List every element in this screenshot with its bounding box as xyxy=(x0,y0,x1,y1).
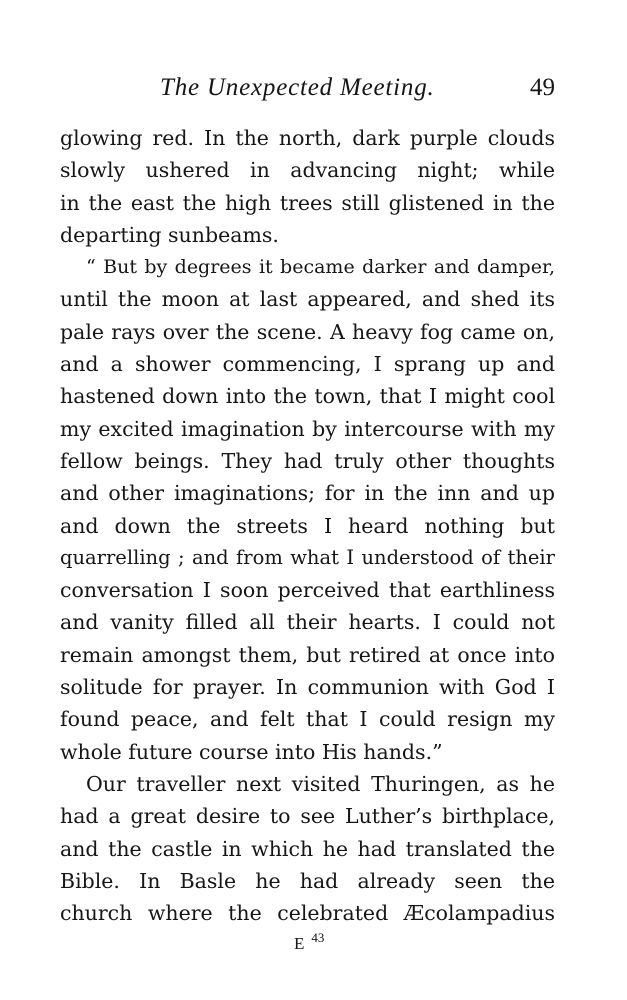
text-line: and a shower commencing, I sprang up and xyxy=(60,352,555,377)
text-line: whole future course into His hands.” xyxy=(60,739,443,764)
text-line: pale rays over the scene. A heavy fog came on, xyxy=(60,319,555,344)
text-line: remain amongst them, but retired at once into xyxy=(60,642,555,667)
page-number: 49 xyxy=(530,74,555,101)
text-line: and other imaginations; for in the inn and up xyxy=(60,481,555,506)
text-line: my excited imagination by intercourse with my xyxy=(60,416,555,441)
running-header xyxy=(160,74,555,110)
text-line: Our traveller next visited Thuringen, as he xyxy=(86,771,555,796)
text-line: and the castle in which he had translated the xyxy=(60,836,555,861)
text-line: solitude for prayer. In communion with God I xyxy=(60,675,555,700)
body-text xyxy=(60,122,555,929)
text-line: glowing red. In the north, dark purple clouds xyxy=(60,126,555,150)
text-line: departing sunbeams. xyxy=(60,222,279,247)
text-line: had a great desire to see Luther’s birthplace, xyxy=(60,804,555,829)
text-line: “ But by degrees it became darker and damper, xyxy=(86,256,555,279)
text-line: hastened down into the town, that I might cool xyxy=(60,384,555,409)
text-line: fellow beings. They had truly other thoughts xyxy=(60,448,555,473)
text-line: slowly ushered in advancing night; while xyxy=(60,158,555,183)
text-line: church where the celebrated Æcolampadius xyxy=(60,901,555,926)
text-line: and down the streets I heard nothing but xyxy=(60,513,555,538)
text-line: found peace, and felt that I could resign my xyxy=(60,707,555,732)
page-footer xyxy=(294,930,325,964)
folio-number: 43 xyxy=(311,930,325,945)
running-title: The Unexpected Meeting. xyxy=(160,74,435,101)
text-line: conversation I soon perceived that earthliness xyxy=(60,578,555,603)
text-line: in the east the high trees still glistened in the xyxy=(60,190,555,215)
text-line: quarrelling ; and from what I understood of their xyxy=(60,545,555,569)
text-line: Bible. In Basle he had already seen the xyxy=(60,868,555,893)
text-line: and vanity filled all their hearts. I could not xyxy=(60,610,555,635)
text-line: until the moon at last appeared, and shed its xyxy=(60,287,555,312)
signature-mark: E xyxy=(294,934,305,953)
